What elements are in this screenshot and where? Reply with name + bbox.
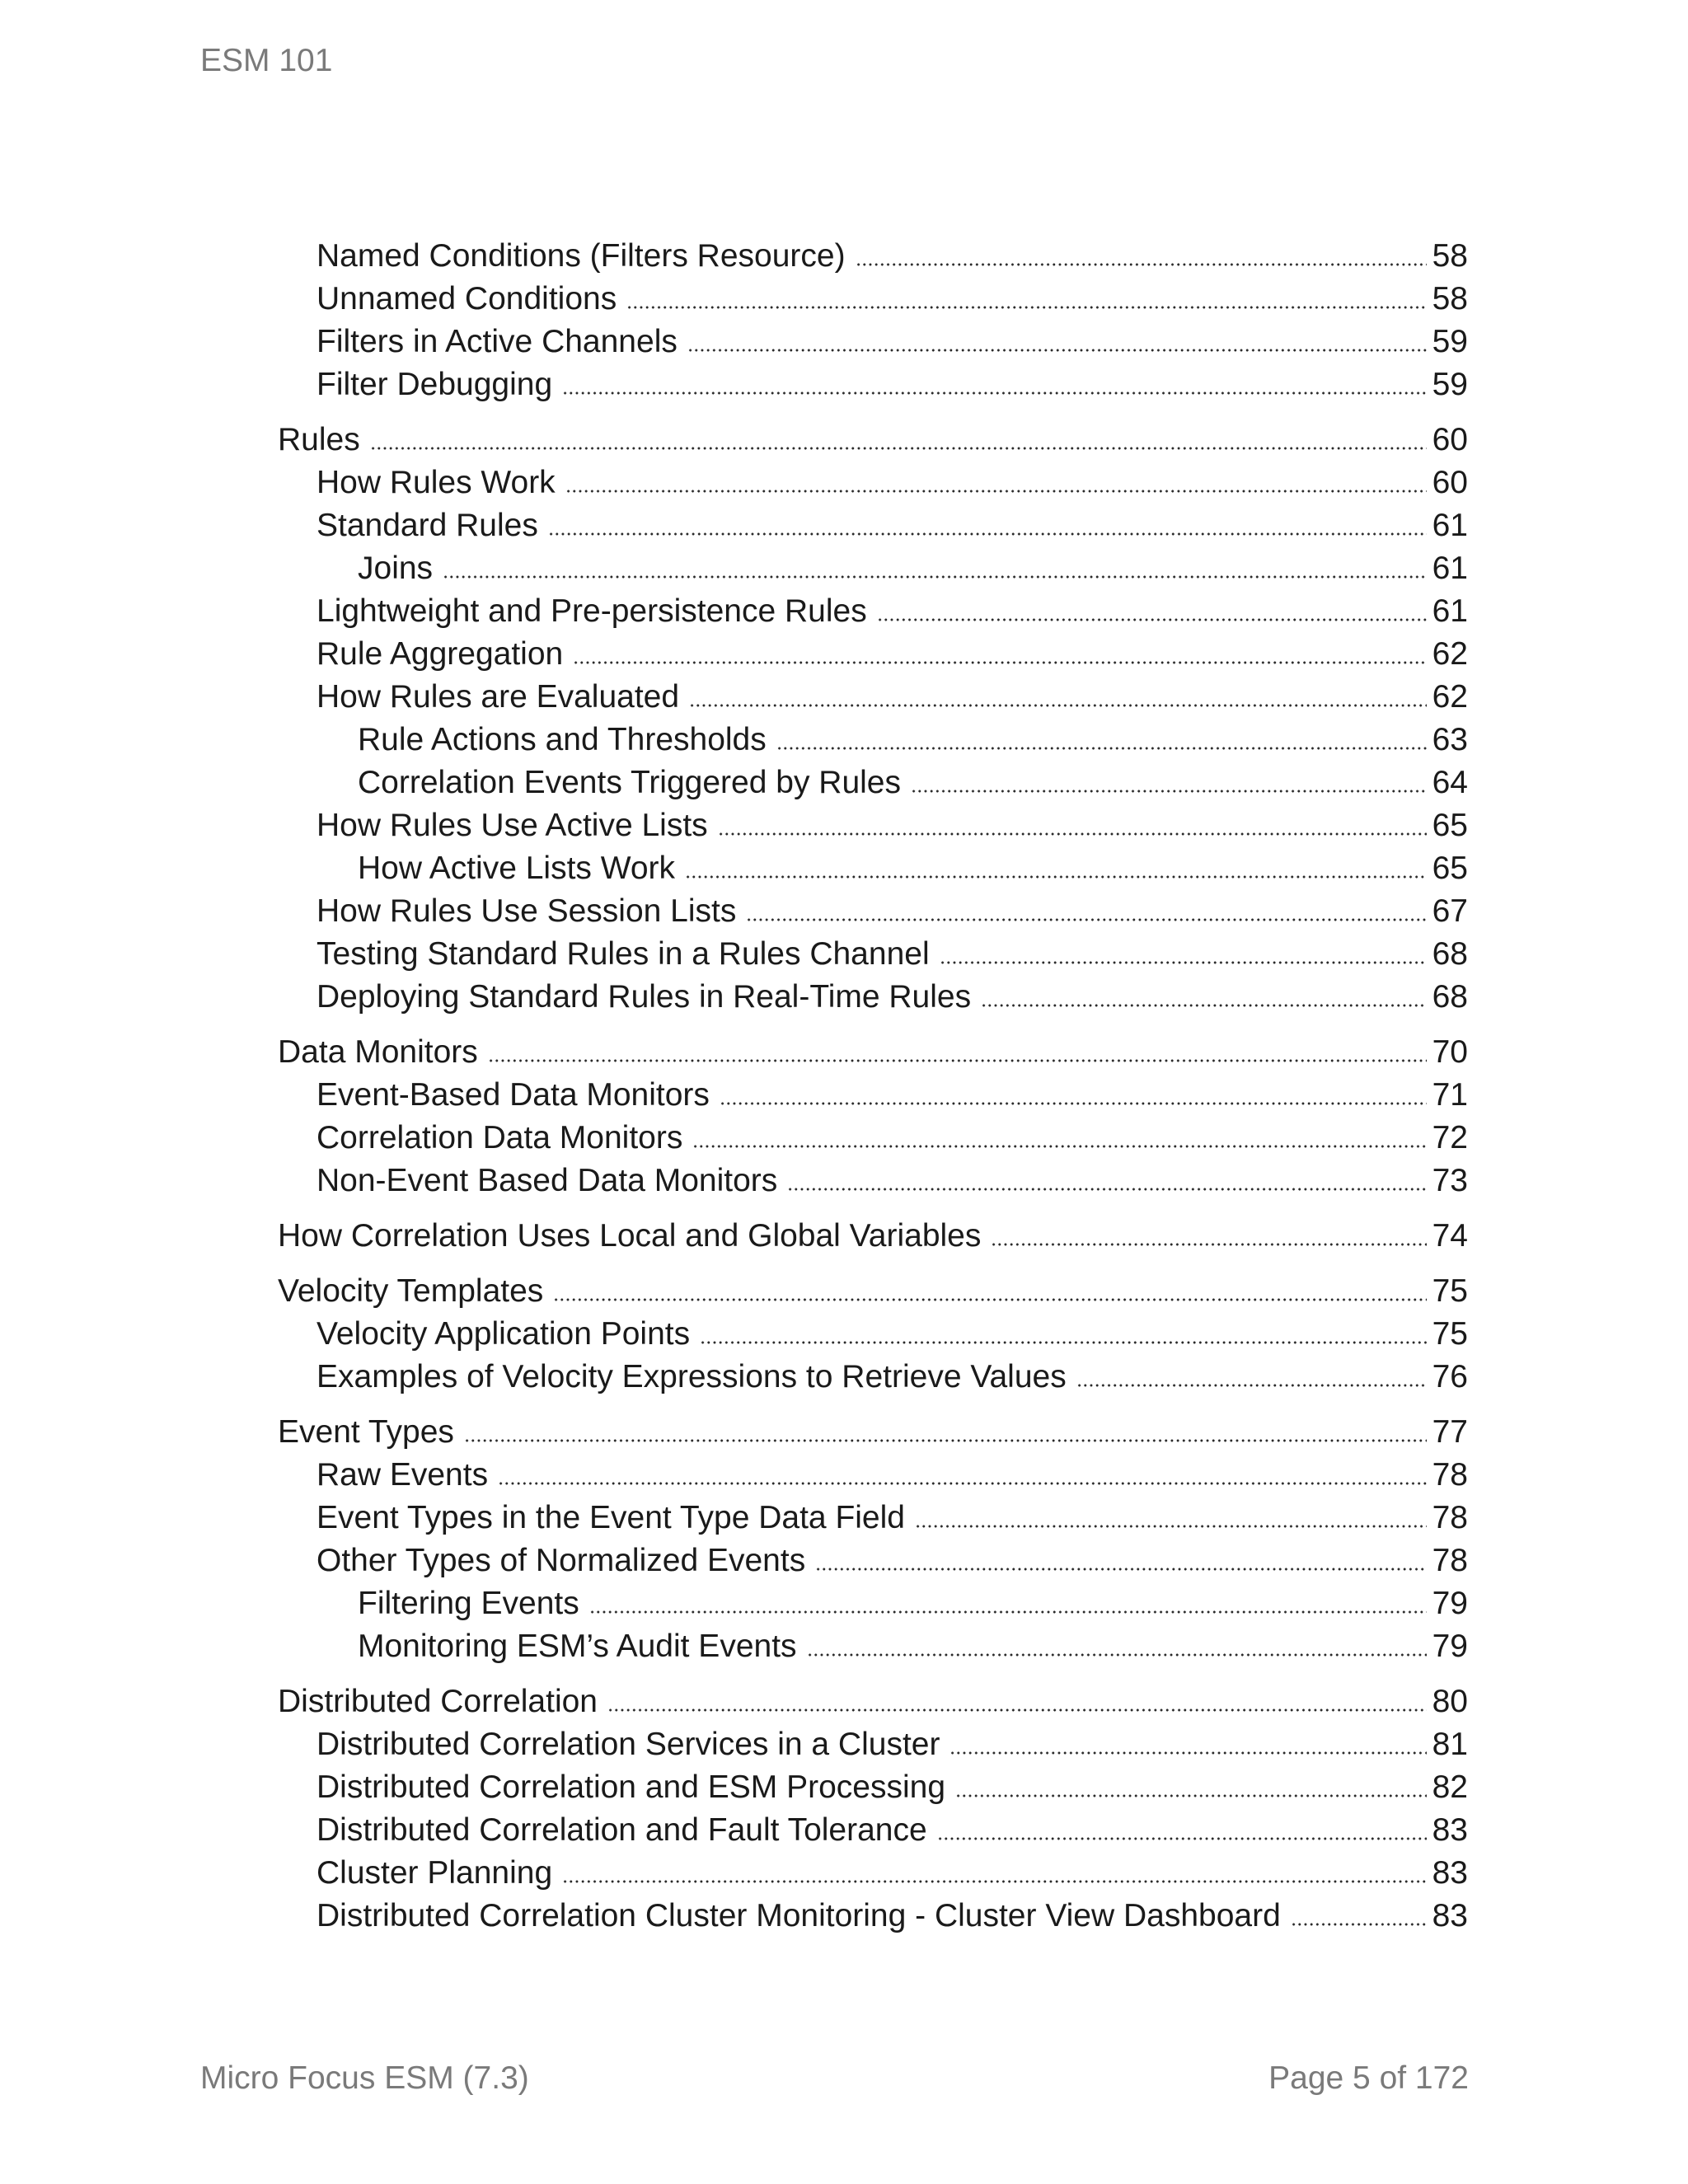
dot-leader <box>464 1439 1427 1442</box>
dot-leader <box>955 1794 1427 1797</box>
dot-leader <box>1076 1384 1427 1387</box>
toc-entry[interactable] <box>278 590 1468 633</box>
footer-product: Micro Focus ESM (7.3) <box>200 2060 529 2096</box>
toc-entry-title: Lightweight and Pre-persistence Rules <box>316 593 867 629</box>
toc-entry-title: How Rules Work <box>316 465 556 500</box>
toc-entry-page-number: 63 <box>1432 722 1468 757</box>
toc-entry[interactable] <box>278 847 1468 890</box>
toc-entry-title: Distributed Correlation <box>278 1684 598 1719</box>
dot-leader <box>815 1568 1427 1571</box>
toc-entry-page-number: 59 <box>1432 367 1468 402</box>
dot-leader <box>692 1145 1427 1148</box>
dot-leader <box>807 1653 1427 1657</box>
dot-leader <box>562 391 1427 395</box>
dot-leader <box>370 447 1427 450</box>
dot-leader <box>911 790 1427 793</box>
toc-entry-page-number: 78 <box>1432 1457 1468 1493</box>
dot-leader <box>940 961 1427 964</box>
toc-entry[interactable] <box>278 1680 1468 1723</box>
dot-leader <box>915 1525 1427 1528</box>
toc-entry-page-number: 78 <box>1432 1500 1468 1535</box>
dot-leader <box>950 1751 1427 1755</box>
toc-entry[interactable] <box>278 1766 1468 1809</box>
dot-leader <box>565 490 1427 493</box>
toc-entry-page-number: 73 <box>1432 1163 1468 1198</box>
toc-entry[interactable] <box>278 1809 1468 1852</box>
toc-entry-page-number: 72 <box>1432 1120 1468 1155</box>
toc-entry[interactable] <box>278 804 1468 847</box>
dot-leader <box>720 1102 1427 1105</box>
toc-entry-title: Standard Rules <box>316 508 538 543</box>
toc-entry-page-number: 76 <box>1432 1359 1468 1394</box>
toc-entry-title: Rules <box>278 422 360 457</box>
toc-entry-title: How Correlation Uses Local and Global Variables <box>278 1218 982 1254</box>
dot-leader <box>607 1708 1427 1712</box>
dot-leader <box>787 1188 1427 1191</box>
toc-entry-title: Correlation Data Monitors <box>316 1120 683 1155</box>
dot-leader <box>562 1880 1427 1883</box>
dot-leader <box>746 918 1427 921</box>
toc-entry-title: How Active Lists Work <box>358 851 676 886</box>
toc-entry[interactable] <box>278 933 1468 976</box>
toc-entry-page-number: 70 <box>1432 1034 1468 1070</box>
toc-entry-page-number: 60 <box>1432 422 1468 457</box>
toc-entry-title: Examples of Velocity Expressions to Retrieve Values <box>316 1359 1067 1394</box>
dot-leader <box>626 306 1427 309</box>
toc-entry-title: How Rules Use Session Lists <box>316 893 737 929</box>
toc-entry[interactable] <box>278 1160 1468 1202</box>
toc-entry-title: Monitoring ESM’s Audit Events <box>358 1629 797 1664</box>
dot-leader <box>573 661 1427 664</box>
toc-entry-title: Event Types <box>278 1414 454 1450</box>
dot-leader <box>443 575 1427 579</box>
toc-entry[interactable] <box>278 976 1468 1019</box>
toc-entry-title: Rule Aggregation <box>316 636 564 672</box>
toc-entry[interactable] <box>278 1356 1468 1399</box>
toc-entry-title: Raw Events <box>316 1457 489 1493</box>
dot-leader <box>687 349 1427 352</box>
dot-leader <box>981 1004 1427 1007</box>
toc-entry[interactable] <box>278 363 1468 406</box>
dot-leader <box>498 1482 1427 1485</box>
toc-entry-title: Filtering Events <box>358 1586 579 1621</box>
toc-entry[interactable] <box>278 1582 1468 1625</box>
toc-entry-page-number: 64 <box>1432 765 1468 800</box>
toc-entry-page-number: 58 <box>1432 238 1468 274</box>
toc-entry-page-number: 83 <box>1432 1855 1468 1891</box>
dot-leader <box>991 1243 1427 1246</box>
toc-entry[interactable] <box>278 1497 1468 1540</box>
toc-entry-page-number: 75 <box>1432 1273 1468 1309</box>
toc-entry-title: Rule Actions and Thresholds <box>358 722 767 757</box>
toc-entry[interactable] <box>278 1074 1468 1117</box>
toc-entry[interactable] <box>278 462 1468 504</box>
toc-entry-title: Distributed Correlation and Fault Tolerance <box>316 1812 927 1848</box>
toc-entry-page-number: 59 <box>1432 324 1468 359</box>
toc-entry[interactable] <box>278 633 1468 676</box>
dot-leader <box>937 1837 1427 1840</box>
toc-entry[interactable] <box>278 1454 1468 1497</box>
toc-entry-title: Other Types of Normalized Events <box>316 1543 806 1578</box>
dot-leader <box>553 1298 1427 1301</box>
toc-entry[interactable] <box>278 1031 1468 1074</box>
toc-entry-title: Velocity Application Points <box>316 1316 691 1352</box>
toc-entry-title: Named Conditions (Filters Resource) <box>316 238 846 274</box>
toc-entry[interactable] <box>278 1895 1468 1938</box>
running-header-title: ESM 101 <box>200 43 333 78</box>
toc-entry[interactable] <box>278 419 1468 462</box>
toc-entry-page-number: 65 <box>1432 808 1468 843</box>
dot-leader <box>718 832 1427 836</box>
toc-entry[interactable] <box>278 278 1468 321</box>
toc-entry-title: Correlation Events Triggered by Rules <box>358 765 901 800</box>
toc-entry-page-number: 75 <box>1432 1316 1468 1352</box>
toc-entry-page-number: 68 <box>1432 936 1468 972</box>
dot-leader <box>776 747 1427 750</box>
toc-entry-title: Cluster Planning <box>316 1855 553 1891</box>
toc-entry-title: Unnamed Conditions <box>316 281 617 316</box>
dot-leader <box>877 618 1427 621</box>
dot-leader <box>488 1059 1427 1062</box>
toc-entry-title: Distributed Correlation and ESM Processing <box>316 1769 946 1805</box>
toc-entry-page-number: 71 <box>1432 1077 1468 1113</box>
toc-entry-page-number: 61 <box>1432 551 1468 586</box>
toc-entry-page-number: 62 <box>1432 679 1468 715</box>
toc-entry-page-number: 65 <box>1432 851 1468 886</box>
toc-entry-page-number: 62 <box>1432 636 1468 672</box>
toc-entry[interactable] <box>278 1215 1468 1258</box>
toc-entry-title: Filters in Active Channels <box>316 324 678 359</box>
toc-entry-page-number: 77 <box>1432 1414 1468 1450</box>
toc-entry[interactable] <box>278 235 1468 278</box>
dot-leader <box>856 263 1427 266</box>
toc-entry-title: Velocity Templates <box>278 1273 544 1309</box>
toc-entry-page-number: 83 <box>1432 1898 1468 1933</box>
toc-entry-page-number: 83 <box>1432 1812 1468 1848</box>
toc-entry[interactable] <box>278 1411 1468 1454</box>
toc-entry[interactable] <box>278 547 1468 590</box>
dot-leader <box>700 1341 1427 1344</box>
toc-entry-page-number: 58 <box>1432 281 1468 316</box>
toc-entry-title: Testing Standard Rules in a Rules Channel <box>316 936 930 972</box>
toc-entry-title: Distributed Correlation Cluster Monitoring - Cluster View Dashboard <box>316 1898 1281 1933</box>
toc-entry-title: How Rules Use Active Lists <box>316 808 708 843</box>
dot-leader <box>685 875 1427 879</box>
toc-entry-title: Joins <box>358 551 434 586</box>
toc-entry[interactable] <box>278 890 1468 933</box>
dot-leader <box>589 1610 1427 1614</box>
toc-entry[interactable] <box>278 762 1468 804</box>
toc-entry[interactable] <box>278 676 1468 719</box>
toc-entry-page-number: 80 <box>1432 1684 1468 1719</box>
toc-entry-page-number: 82 <box>1432 1769 1468 1805</box>
table-of-contents <box>278 235 1468 1938</box>
toc-entry[interactable] <box>278 1723 1468 1766</box>
toc-entry-title: Non-Event Based Data Monitors <box>316 1163 778 1198</box>
toc-entry[interactable] <box>278 1313 1468 1356</box>
toc-entry[interactable] <box>278 504 1468 547</box>
toc-entry-page-number: 68 <box>1432 979 1468 1015</box>
toc-entry-title: Distributed Correlation Services in a Cluster <box>316 1727 940 1762</box>
toc-entry-title: How Rules are Evaluated <box>316 679 680 715</box>
footer-page-number: Page 5 of 172 <box>1268 2060 1469 2096</box>
toc-entry-title: Event Types in the Event Type Data Field <box>316 1500 905 1535</box>
toc-entry-page-number: 74 <box>1432 1218 1468 1254</box>
toc-entry[interactable] <box>278 1270 1468 1313</box>
toc-entry-page-number: 81 <box>1432 1727 1468 1762</box>
toc-entry-title: Event-Based Data Monitors <box>316 1077 710 1113</box>
toc-entry-page-number: 78 <box>1432 1543 1468 1578</box>
toc-entry-page-number: 67 <box>1432 893 1468 929</box>
toc-entry[interactable] <box>278 1117 1468 1160</box>
toc-entry-page-number: 61 <box>1432 508 1468 543</box>
dot-leader <box>689 704 1427 707</box>
toc-entry-page-number: 79 <box>1432 1586 1468 1621</box>
toc-entry-title: Filter Debugging <box>316 367 553 402</box>
toc-entry-title: Data Monitors <box>278 1034 478 1070</box>
toc-entry[interactable] <box>278 1852 1468 1895</box>
toc-entry-title: Deploying Standard Rules in Real-Time Rules <box>316 979 972 1015</box>
toc-entry-page-number: 79 <box>1432 1629 1468 1664</box>
toc-entry[interactable] <box>278 719 1468 762</box>
toc-entry[interactable] <box>278 321 1468 363</box>
toc-entry-page-number: 61 <box>1432 593 1468 629</box>
dot-leader <box>1291 1923 1427 1926</box>
dot-leader <box>548 532 1427 536</box>
toc-entry[interactable] <box>278 1625 1468 1668</box>
toc-entry[interactable] <box>278 1540 1468 1582</box>
toc-entry-page-number: 60 <box>1432 465 1468 500</box>
